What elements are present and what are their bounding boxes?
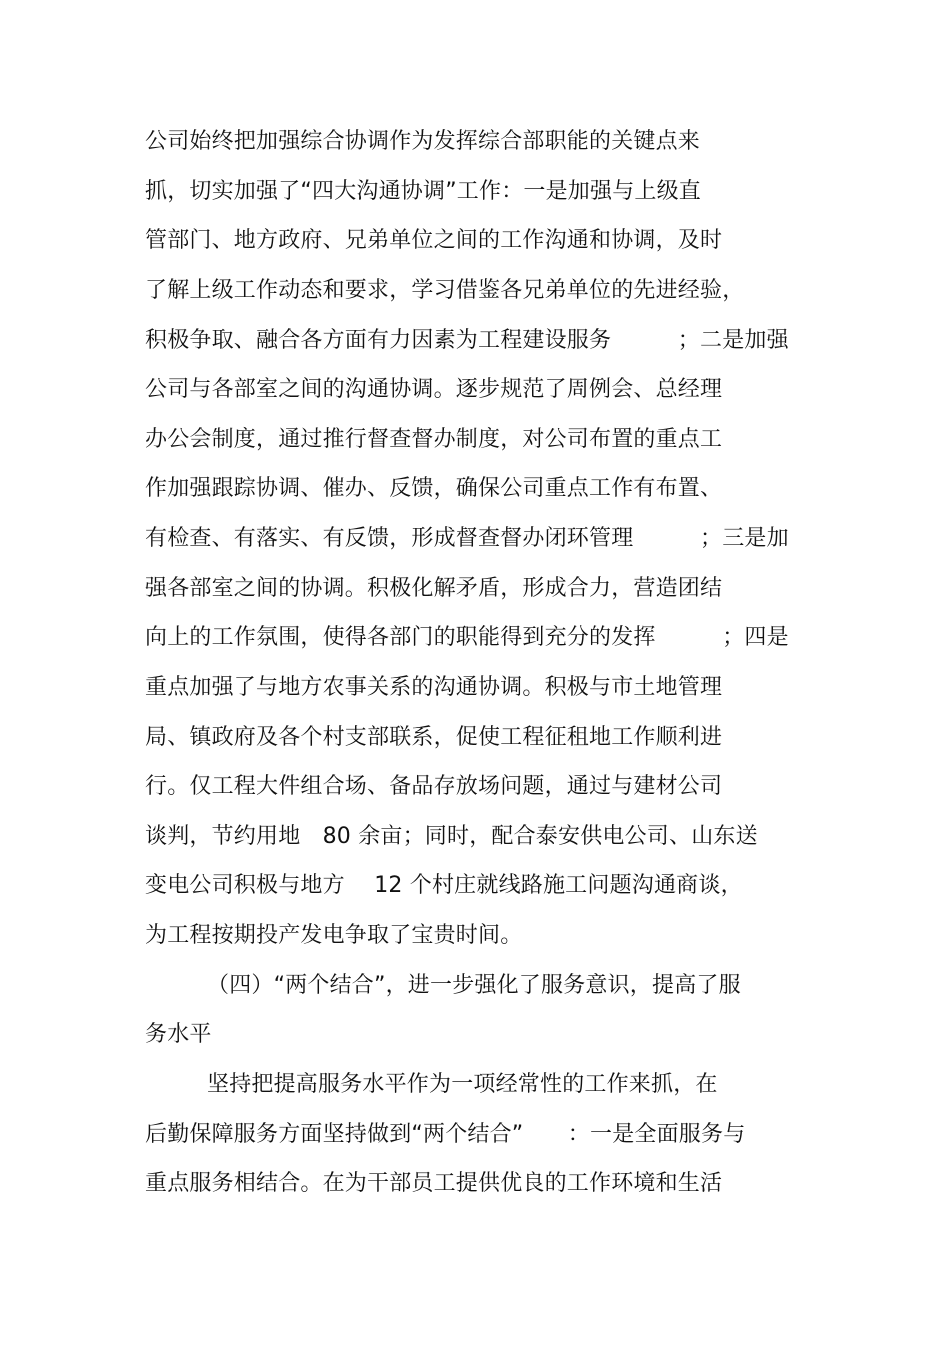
text-line: 谈判，节约用地 80 余亩；同时，配合泰安供电公司、山东送 bbox=[145, 824, 758, 849]
text-line: 公司与各部室之间的沟通协调。逐步规范了周例会、总经理 bbox=[145, 377, 723, 402]
text-line: 有检查、有落实、有反馈，形成督查督办闭环管理 ；三是加 bbox=[145, 526, 789, 551]
text-line: 强各部室之间的协调。积极化解矛盾，形成合力，营造团结 bbox=[145, 576, 723, 601]
section-heading: （四）“两个结合”，进一步强化了服务意识，提高了服 bbox=[207, 973, 741, 998]
text-line: 坚持把提高服务水平作为一项经常性的工作来抓，在 bbox=[207, 1072, 718, 1097]
text-line: 积极争取、融合各方面有力因素为工程建设服务 ；二是加强 bbox=[145, 328, 789, 353]
text-line: 向上的工作氛围，使得各部门的职能得到充分的发挥 ；四是 bbox=[145, 625, 789, 650]
text-line: 变电公司积极与地方 12 个村庄就线路施工问题沟通商谈， bbox=[145, 873, 743, 898]
section-heading-continued: 务水平 bbox=[145, 1022, 212, 1047]
text-line: 办公会制度，通过推行督查督办制度，对公司布置的重点工 bbox=[145, 427, 723, 452]
text-line: 为工程按期投产发电争取了宝贵时间。 bbox=[145, 923, 523, 948]
text-line: 重点服务相结合。在为干部员工提供优良的工作环境和生活 bbox=[145, 1171, 723, 1196]
text-line: 作加强跟踪协调、催办、反馈，确保公司重点工作有布置、 bbox=[145, 476, 723, 501]
text-line: 局、镇政府及各个村支部联系，促使工程征租地工作顺利进 bbox=[145, 725, 723, 750]
text-line: 管部门、地方政府、兄弟单位之间的工作沟通和协调，及时 bbox=[145, 228, 723, 253]
text-line: 了解上级工作动态和要求，学习借鉴各兄弟单位的先进经验， bbox=[145, 278, 745, 303]
text-line: 行。仅工程大件组合场、备品存放场问题，通过与建材公司 bbox=[145, 774, 723, 799]
text-line: 重点加强了与地方农事关系的沟通协调。积极与市土地管理 bbox=[145, 675, 723, 700]
text-line: 公司始终把加强综合协调作为发挥综合部职能的关键点来 bbox=[145, 129, 701, 154]
text-line: 后勤保障服务方面坚持做到“两个结合” ：一是全面服务与 bbox=[145, 1122, 746, 1147]
text-line: 抓，切实加强了“四大沟通协调”工作：一是加强与上级直 bbox=[145, 179, 701, 204]
